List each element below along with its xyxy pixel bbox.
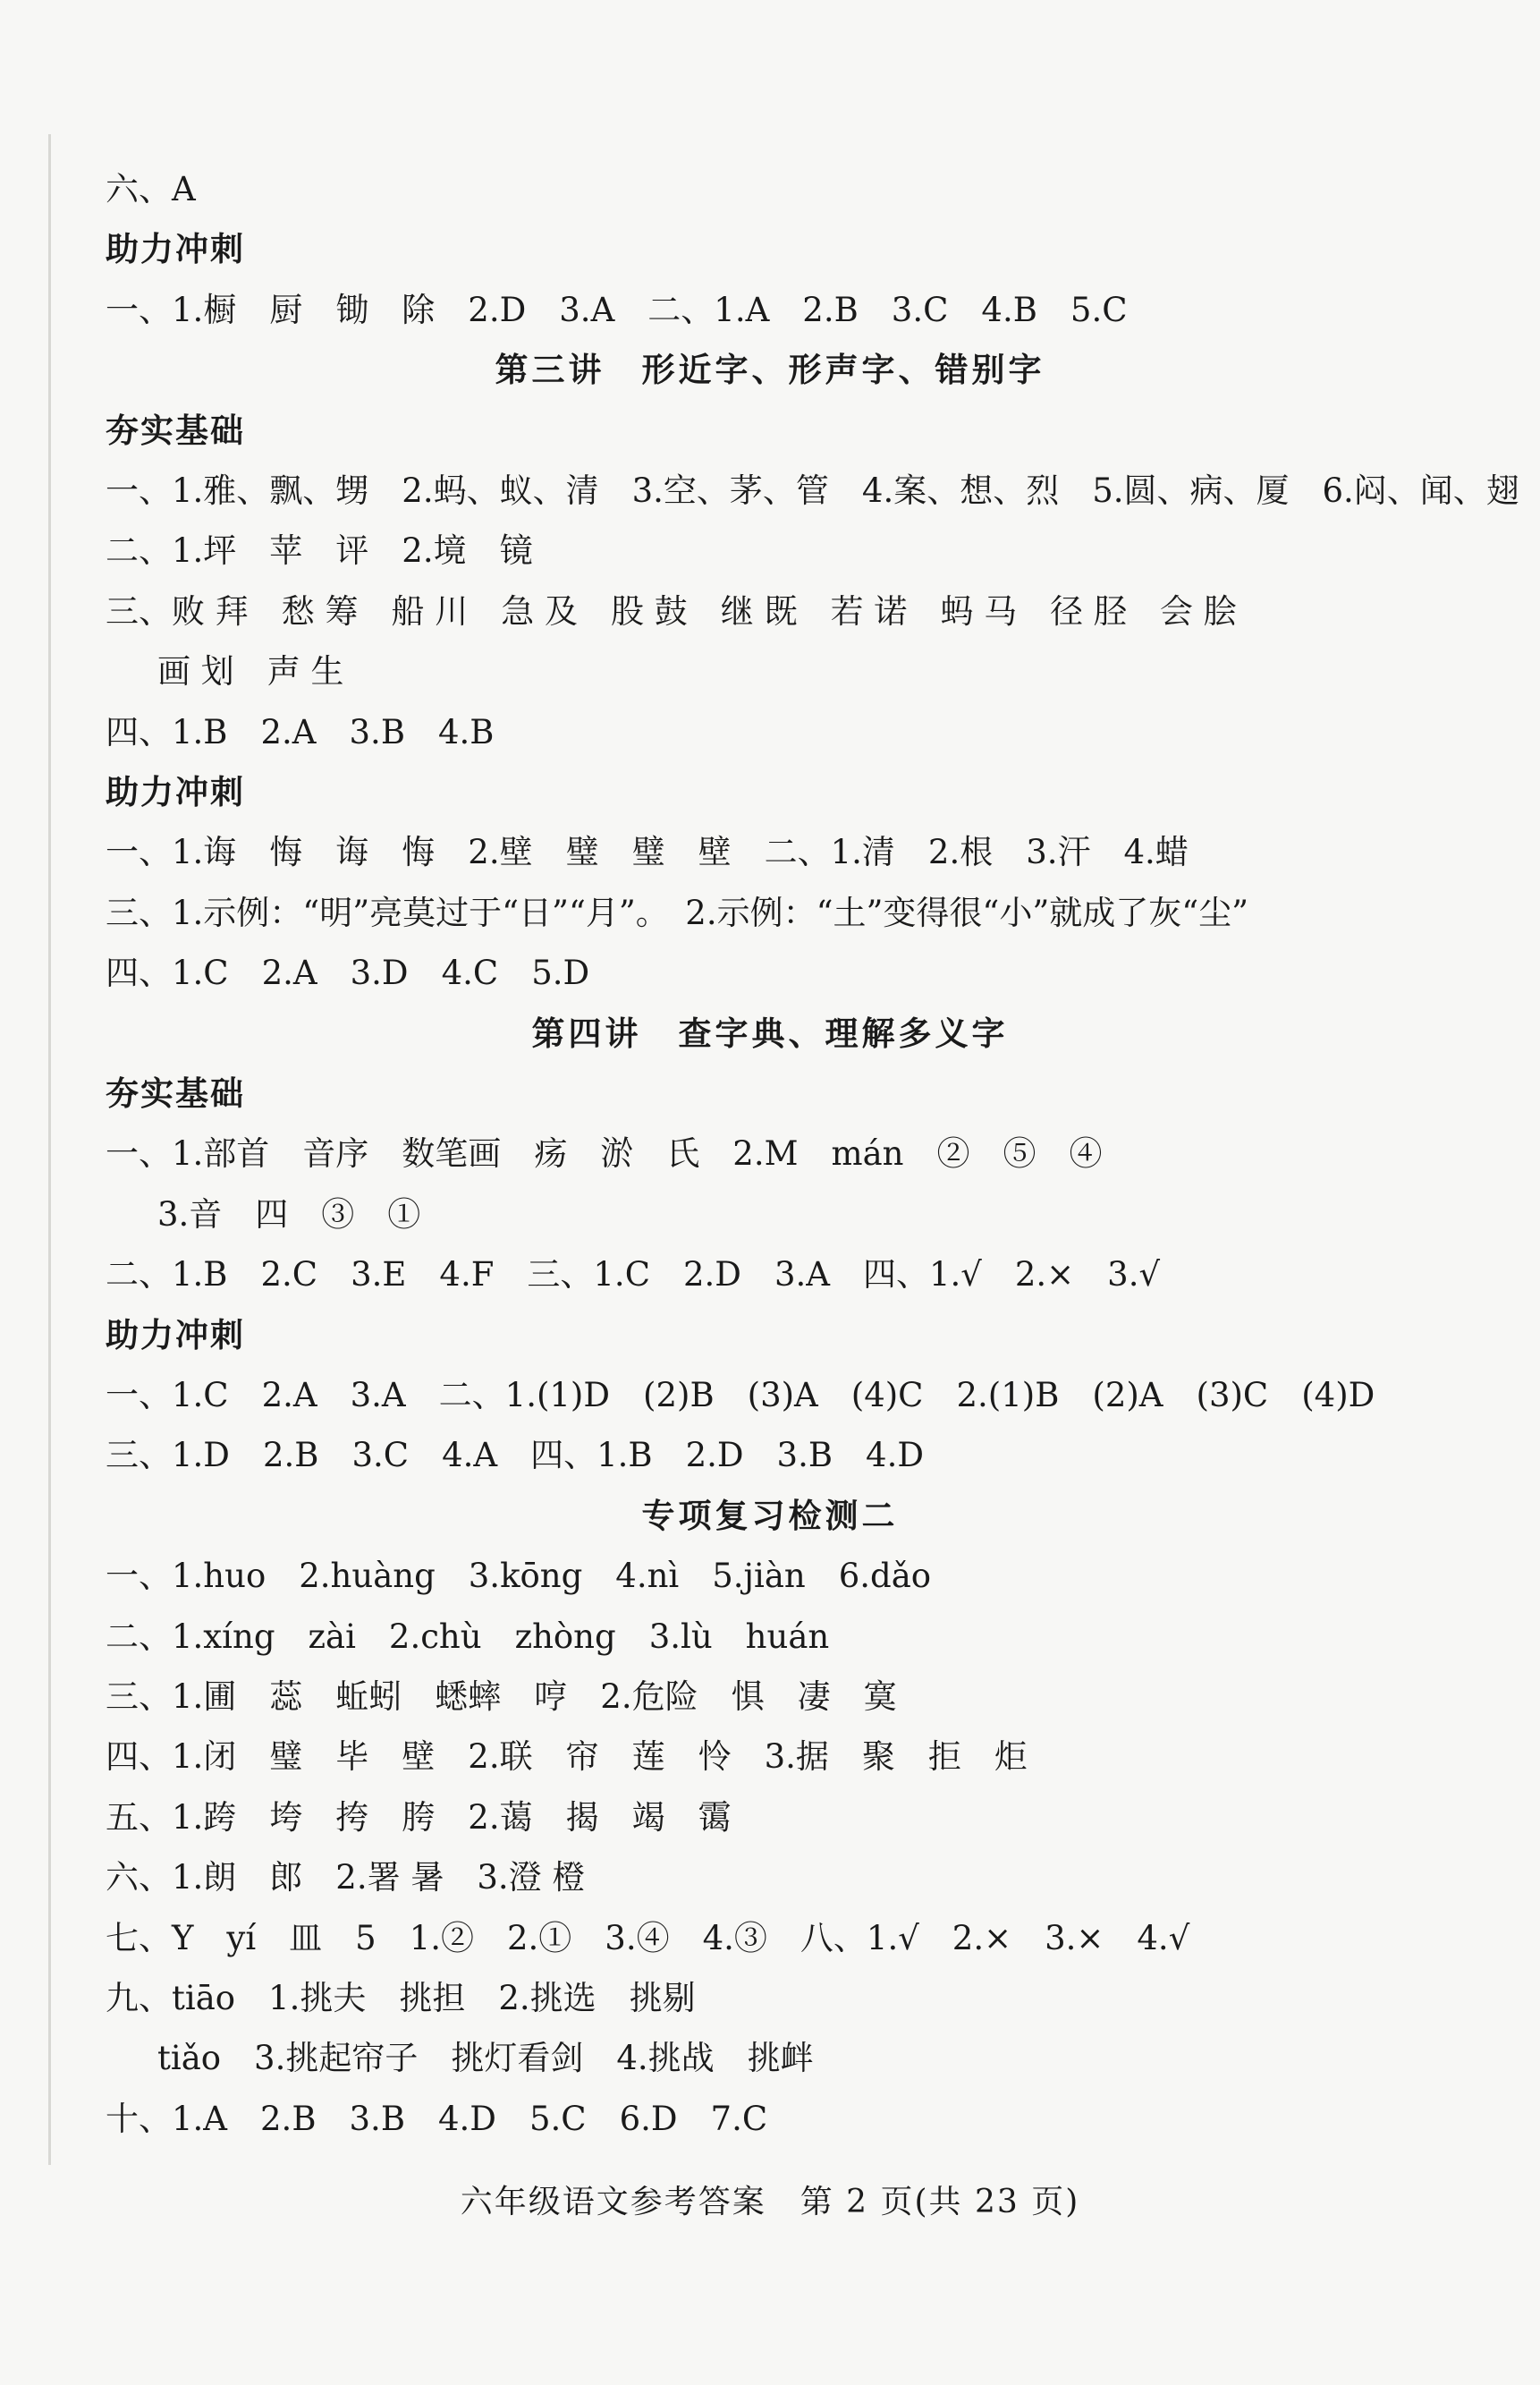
answer-line: 画 划 声 生 (157, 652, 344, 691)
answer-line: 三、败 拜 愁 筹 船 川 急 及 股 鼓 继 既 若 诺 蚂 马 径 胫 会 脍 (106, 592, 1237, 631)
answer-line: 一、1.部首 音序 数笔画 疡 淤 氏 2.M mán ② ⑤ ④ (106, 1134, 1103, 1173)
section-heading: 助力冲刺 (106, 773, 245, 811)
answer-line: 四、1.B 2.A 3.B 4.B (106, 713, 495, 751)
section-heading: 助力冲刺 (106, 1316, 245, 1354)
answer-line: 四、1.C 2.A 3.D 4.C 5.D (106, 954, 590, 992)
answer-line: 三、1.示例：“明”亮莫过于“日”“月”。 2.示例：“土”变得很“小”就成了灰“尘” (106, 894, 1249, 932)
answer-line: 一、1.huo 2.huàng 3.kōng 4.nì 5.jiàn 6.dǎo (106, 1557, 932, 1595)
answer-line: 九、tiāo 1.挑夫 挑担 2.挑选 挑剔 (106, 1979, 696, 2017)
answer-line: 二、1.B 2.C 3.E 4.F 三、1.C 2.D 3.A 四、1.√ 2.× 3.√ (106, 1255, 1161, 1294)
lecture-title: 专项复习检测二 (641, 1497, 899, 1535)
answer-line: 二、1.xíng zài 2.chù zhòng 3.lù huán (106, 1617, 830, 1656)
answer-line: 三、1.D 2.B 3.C 4.A 四、1.B 2.D 3.B 4.D (106, 1436, 925, 1474)
answer-line: 一、1.C 2.A 3.A 二、1.(1)D (2)B (3)A (4)C 2.(1)B (2)A (3)C (4)D (106, 1376, 1375, 1414)
answer-line: 一、1.诲 悔 诲 悔 2.壁 璧 璧 壁 二、1.清 2.根 3.汗 4.蜡 (106, 833, 1189, 871)
answer-line: 五、1.跨 垮 挎 胯 2.蔼 揭 竭 霭 (106, 1798, 732, 1837)
section-heading: 夯实基础 (106, 1074, 245, 1113)
answer-line: 一、1.雅、飘、甥 2.蚂、蚁、清 3.空、茅、管 4.案、想、烈 5.圆、病、厦 6.闷、闻、翅 (106, 471, 1519, 510)
page-footer: 六年级语文参考答案 第 2 页(共 23 页) (460, 2184, 1080, 2220)
answer-line: tiǎo 3.挑起帘子 挑灯看剑 4.挑战 挑衅 (157, 2039, 814, 2077)
answer-line: 六、A (106, 170, 196, 208)
answer-line: 十、1.A 2.B 3.B 4.D 5.C 6.D 7.C (106, 2100, 768, 2138)
answer-line: 3.音 四 ③ ① (157, 1195, 421, 1234)
answer-line: 四、1.闭 璧 毕 壁 2.联 帘 莲 怜 3.据 聚 拒 炬 (106, 1737, 1028, 1776)
section-heading: 助力冲刺 (106, 230, 245, 268)
answer-line: 二、1.坪 苹 评 2.境 镜 (106, 531, 533, 570)
answer-line: 七、Y yí 皿 5 1.② 2.① 3.④ 4.③ 八、1.√ 2.× 3.× 4.√ (106, 1919, 1190, 1957)
answer-line: 三、1.圃 蕊 蚯蚓 蟋蟀 哼 2.危险 惧 凄 寞 (106, 1677, 897, 1716)
answer-line: 六、1.朗 郎 2.署 暑 3.澄 橙 (106, 1858, 586, 1897)
lecture-title: 第四讲 查字典、理解多义字 (531, 1014, 1009, 1053)
section-heading: 夯实基础 (106, 412, 245, 450)
answer-line: 一、1.橱 厨 锄 除 2.D 3.A 二、1.A 2.B 3.C 4.B 5.C (106, 291, 1128, 329)
lecture-title: 第三讲 形近字、形声字、错别字 (495, 351, 1045, 389)
